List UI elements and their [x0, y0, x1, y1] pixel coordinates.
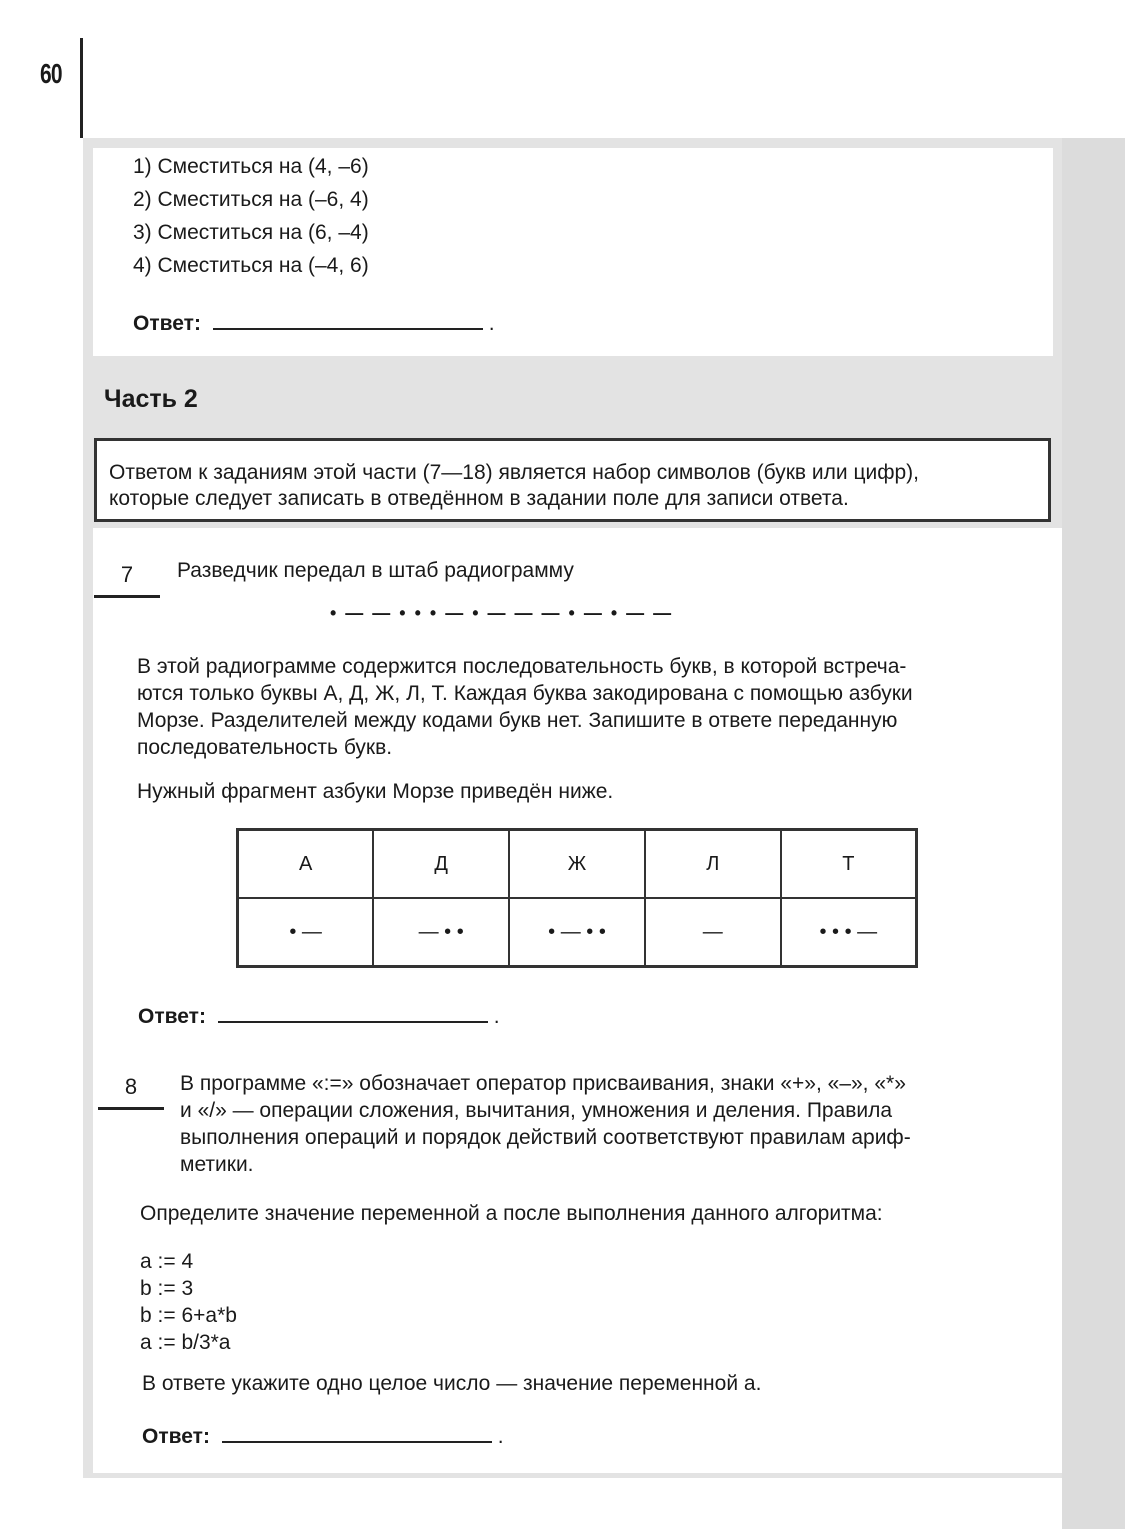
code-line: b := 6+a*b [140, 1304, 237, 1327]
answer-row-task-8 [142, 1426, 504, 1447]
notice-line-1: Ответом к заданиям этой части (7—18) является набор символов (букв или цифр), [109, 461, 919, 484]
task-8-number-rule [98, 1107, 164, 1110]
task-8-paragraph-line-3: выполнения операций и порядок действий соответствуют правилам ариф- [180, 1126, 911, 1149]
morse-letter: Т [781, 830, 917, 899]
page-edge-rule [80, 38, 83, 138]
option-2: 2) Сместиться на (–6, 4) [133, 188, 369, 211]
task-7-paragraph-line-4: последовательность букв. [137, 736, 393, 759]
answer-label: Ответ: [138, 1005, 206, 1028]
option-1: 1) Сместиться на (4, –6) [133, 155, 369, 178]
notice-line-2: которые следует записать в отведённом в задании поле для записи ответа. [109, 487, 849, 510]
answer-field[interactable] [213, 327, 483, 330]
task-7-paragraph-line-1: В этой радиограмме содержится последовательность букв, в которой встреча- [137, 655, 907, 678]
algorithm-code [140, 1248, 237, 1356]
morse-letter: Л [645, 830, 781, 899]
answer-label: Ответ: [133, 312, 201, 335]
code-line: a := 4 [140, 1250, 194, 1273]
option-3: 3) Сместиться на (6, –4) [133, 221, 369, 244]
answer-field[interactable] [218, 1020, 488, 1023]
morse-letter: А [238, 830, 374, 899]
answer-dot: . [493, 1005, 500, 1028]
task-8-paragraph-line-4: метики. [180, 1153, 254, 1176]
task-7-paragraph-line-3: Морзе. Разделителей между кодами букв нет. Запишите в ответе переданную [137, 709, 898, 732]
option-4: 4) Сместиться на (–4, 6) [133, 254, 369, 277]
answer-label: Ответ: [142, 1425, 210, 1448]
morse-code: • — [238, 898, 374, 967]
task-8-question: Определите значение переменной a после выполнения данного алгоритма: [140, 1202, 883, 1225]
morse-letter: Д [373, 830, 509, 899]
gray-margin [1062, 138, 1125, 1529]
task-7-paragraph [137, 653, 913, 761]
answer-dot: . [488, 312, 495, 335]
task-8-instruction: В ответе укажите одно целое число — значение переменной a. [142, 1372, 762, 1395]
task-8-paragraph-line-1: В программе «:=» обозначает оператор присваивания, знаки «+», «–», «*» [180, 1072, 906, 1095]
task-8-number: 8 [124, 1074, 138, 1099]
morse-code: • — • • [509, 898, 645, 967]
page-number: 60 [40, 58, 62, 89]
part-notice-box [94, 438, 1051, 522]
answer-row-task-7 [138, 1006, 500, 1027]
task-7-paragraph-line-2: ются только буквы А, Д, Ж, Л, Т. Каждая буква закодирована с помощью азбуки [137, 682, 913, 705]
task-7-number: 7 [120, 562, 134, 587]
answer-dot: . [497, 1425, 504, 1448]
morse-code: — [645, 898, 781, 967]
task-7-intro: Разведчик передал в штаб радиограмму [177, 559, 574, 582]
morse-letter: Ж [509, 830, 645, 899]
part-title: Часть 2 [104, 385, 198, 413]
radiogram-morse: • — — • • • — • — — — • — • — — [330, 603, 674, 623]
answer-field[interactable] [222, 1440, 492, 1443]
task-7-fragment-note: Нужный фрагмент азбуки Морзе приведён ниже. [137, 780, 614, 803]
morse-code: • • • — [781, 898, 917, 967]
answer-row-previous [133, 313, 495, 334]
task-8-paragraph [180, 1070, 911, 1178]
morse-letters-row [238, 830, 917, 899]
morse-table [236, 828, 918, 968]
morse-codes-row [238, 898, 917, 967]
task-8-paragraph-line-2: и «/» — операции сложения, вычитания, умножения и деления. Правила [180, 1099, 893, 1122]
code-line: b := 3 [140, 1277, 194, 1300]
task-7-number-rule [94, 595, 160, 598]
code-line: a := b/3*a [140, 1331, 231, 1354]
morse-code: — • • [373, 898, 509, 967]
